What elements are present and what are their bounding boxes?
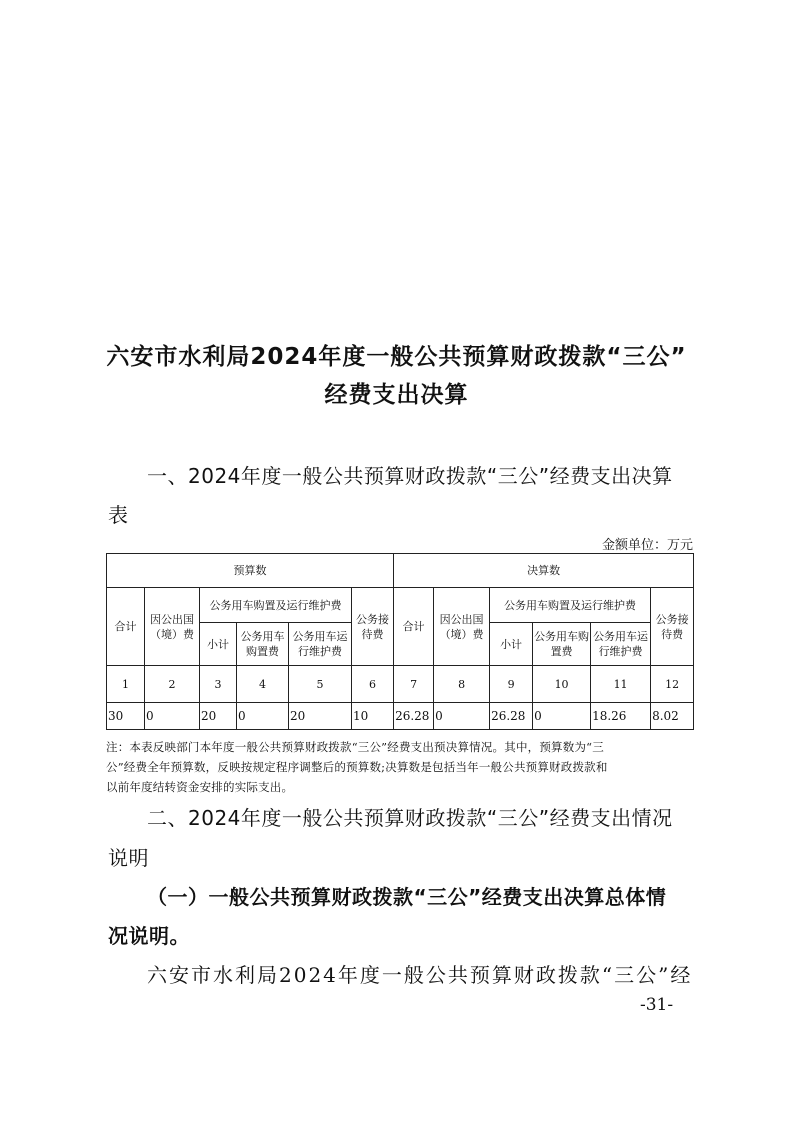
column-number: 4 — [237, 666, 289, 703]
group-header-budget: 预算数 — [107, 554, 394, 588]
budget-total-value: 30 — [107, 703, 145, 730]
header-vehicle-purchase: 公务用车购置费 — [237, 623, 289, 666]
final-vehicle-operation-value: 18.26 — [591, 703, 651, 730]
column-number: 3 — [200, 666, 237, 703]
column-number: 10 — [533, 666, 591, 703]
column-number: 6 — [352, 666, 394, 703]
column-number: 9 — [490, 666, 533, 703]
final-vehicle-purchase-value: 0 — [533, 703, 591, 730]
column-number-row — [107, 666, 694, 703]
section-1-heading: 一、2024年度一般公共预算财政拨款“三公”经费支出决算 — [147, 464, 673, 488]
group-header-final: 决算数 — [394, 554, 694, 588]
budget-overseas-value: 0 — [145, 703, 200, 730]
header-vehicle: 公务用车购置及运行维护费 — [490, 588, 651, 623]
header-vehicle-purchase: 公务用车购置费 — [533, 623, 591, 666]
section-2-heading: 二、2024年度一般公共预算财政拨款“三公”经费支出情况 — [147, 806, 673, 830]
header-overseas: 因公出国（境）费 — [434, 588, 490, 666]
header-subtotal: 小计 — [200, 623, 237, 666]
section-1-heading-cont: 表 — [108, 503, 129, 527]
budget-reception-value: 10 — [352, 703, 394, 730]
column-number: 11 — [591, 666, 651, 703]
document-title-line-2: 经费支出决算 — [324, 382, 469, 408]
header-vehicle-operation: 公务用车运行维护费 — [289, 623, 352, 666]
value-row — [107, 703, 694, 730]
header-subtotal: 小计 — [490, 623, 533, 666]
document-title-line-1: 六安市水利局2024年度一般公共预算财政拨款“三公” — [106, 344, 687, 370]
budget-vehicle-purchase-value: 0 — [237, 703, 289, 730]
header-total: 合计 — [107, 588, 145, 666]
column-number: 2 — [145, 666, 200, 703]
budget-vehicle-operation-value: 20 — [289, 703, 352, 730]
header-reception: 公务接待费 — [651, 588, 694, 666]
subsection-1-heading-cont: 况说明。 — [108, 924, 190, 948]
body-paragraph: 六安市水利局2024年度一般公共预算财政拨款“三公”经 — [147, 963, 693, 987]
header-vehicle-operation: 公务用车运行维护费 — [591, 623, 651, 666]
column-number: 8 — [434, 666, 490, 703]
page-number: -31- — [640, 995, 674, 1015]
unit-label: 金额单位：万元 — [601, 538, 693, 553]
table-note-line: 注：本表反映部门本年度一般公共预算财政拨款“三公”经费支出预决算情况。其中，预算数为“三 — [106, 740, 604, 754]
final-reception-value: 8.02 — [651, 703, 694, 730]
column-number: 12 — [651, 666, 694, 703]
subsection-1-heading: （一）一般公共预算财政拨款“三公”经费支出决算总体情 — [147, 885, 667, 909]
column-number: 5 — [289, 666, 352, 703]
final-vehicle-subtotal-value: 26.28 — [490, 703, 533, 730]
budget-table — [106, 553, 694, 730]
table-note — [106, 737, 696, 797]
header-vehicle: 公务用车购置及运行维护费 — [200, 588, 352, 623]
section-2-heading-cont: 说明 — [108, 846, 149, 870]
table-note-line: 公”经费全年预算数，反映按规定程序调整后的预算数;决算数是包括当年一般公共预算财政拨款和 — [106, 760, 608, 774]
final-overseas-value: 0 — [434, 703, 490, 730]
header-overseas: 因公出国（境）费 — [145, 588, 200, 666]
table-note-line: 以前年度结转资金安排的实际支出。 — [106, 780, 294, 794]
column-number: 7 — [394, 666, 434, 703]
final-total-value: 26.28 — [394, 703, 434, 730]
column-number: 1 — [107, 666, 145, 703]
budget-vehicle-subtotal-value: 20 — [200, 703, 237, 730]
header-total: 合计 — [394, 588, 434, 666]
header-reception: 公务接待费 — [352, 588, 394, 666]
